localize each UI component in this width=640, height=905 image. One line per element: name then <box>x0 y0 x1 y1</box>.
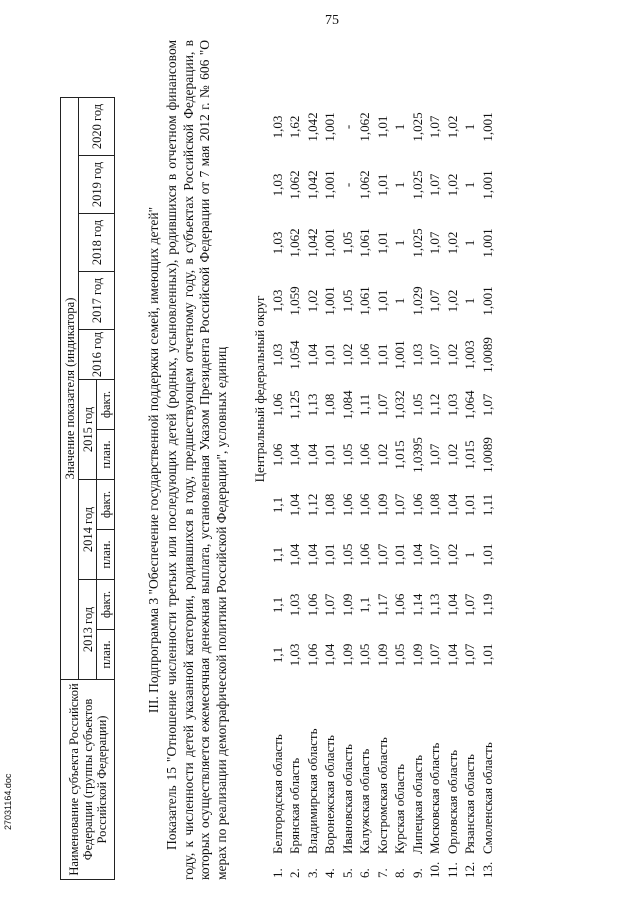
region-name: Белгородская область <box>269 734 285 854</box>
region-name: Воронежская область <box>322 735 337 854</box>
region-name: Владимирская область <box>304 728 320 854</box>
table-row <box>356 40 374 880</box>
column-header-fact: факт. <box>97 480 115 530</box>
value-cell: 1,03 <box>269 115 285 139</box>
value-cell: 1,025 <box>409 228 425 258</box>
value-cell: 1,19 <box>479 593 495 617</box>
value-cell: 1,1 <box>357 596 372 614</box>
value-cell: 1,054 <box>287 340 302 370</box>
value-cell: 1,07 <box>427 543 442 567</box>
value-cell: 1,01 <box>374 173 390 197</box>
value-cell: 1,07 <box>462 593 477 617</box>
value-cell: 1,025 <box>409 170 425 200</box>
value-cell: 1,0395 <box>409 437 425 473</box>
value-cell: 1,07 <box>374 543 390 567</box>
table-row <box>374 40 392 880</box>
column-header-fact: факт. <box>97 580 115 630</box>
table-row <box>286 40 304 880</box>
region-name: Костромская область <box>374 737 390 854</box>
value-cell: 1,07 <box>427 115 442 139</box>
value-cell: 1,06 <box>304 593 320 617</box>
value-cell: 1,05 <box>409 393 425 417</box>
value-cell: 1,04 <box>444 493 460 517</box>
column-header-2016: 2016 год <box>79 330 115 380</box>
value-cell: 1,032 <box>392 390 407 420</box>
value-cell: 1,02 <box>374 443 390 467</box>
table-row <box>444 40 462 880</box>
value-cell: 1,08 <box>427 493 442 517</box>
value-cell: 1,06 <box>339 493 355 517</box>
value-cell: 1,12 <box>427 393 442 417</box>
region-name: Орловская область <box>444 749 460 854</box>
value-cell: 1,015 <box>392 440 407 470</box>
value-cell: 1,062 <box>357 112 372 142</box>
value-cell: 1,025 <box>409 112 425 142</box>
value-cell: 1,04 <box>287 543 302 567</box>
value-cell: 1,1 <box>269 596 285 614</box>
value-cell: 1,09 <box>409 643 425 667</box>
row-number: 1. <box>269 868 285 878</box>
value-cell: 1,125 <box>287 390 302 420</box>
value-cell: 1,01 <box>322 443 337 467</box>
value-cell: 1 <box>462 239 477 247</box>
region-name: Калужская область <box>357 748 372 854</box>
value-cell: 1,04 <box>287 443 302 467</box>
value-cell: 1,061 <box>357 286 372 316</box>
row-number: 11. <box>444 862 460 878</box>
section-caption <box>146 40 230 880</box>
header-table <box>60 39 115 880</box>
value-cell: 1,1 <box>269 496 285 514</box>
value-cell: 1,17 <box>374 593 390 617</box>
row-number: 13. <box>479 861 495 878</box>
value-cell: 1,06 <box>269 443 285 467</box>
value-cell: 1,001 <box>322 112 337 142</box>
region-name: Московская область <box>427 742 442 854</box>
value-cell: 1,062 <box>287 170 302 200</box>
value-cell: 1,09 <box>339 593 355 617</box>
value-cell: 1,01 <box>322 343 337 367</box>
value-cell: 1,04 <box>409 543 425 567</box>
value-cell: 1,042 <box>304 170 320 200</box>
row-number: 5. <box>339 868 355 878</box>
region-name: Липецкая область <box>409 754 425 854</box>
table-row <box>321 40 339 880</box>
value-cell: 1,06 <box>357 493 372 517</box>
value-cell: 1 <box>392 239 407 247</box>
value-cell: 1,07 <box>392 493 407 517</box>
value-cell: 1,02 <box>444 173 460 197</box>
value-cell: 1,03 <box>444 393 460 417</box>
value-cell: 1,07 <box>374 393 390 417</box>
value-cell: 1,001 <box>322 286 337 316</box>
value-cell: 1,03 <box>287 643 302 667</box>
federal-district-heading: Центральный федеральный округ <box>252 295 267 483</box>
region-name: Рязанская область <box>462 754 477 854</box>
value-cell: 1,05 <box>339 231 355 255</box>
value-cell: 1,02 <box>444 543 460 567</box>
value-cell: 1,03 <box>409 343 425 367</box>
footer-doc-code: 27031164.doc <box>3 773 13 830</box>
value-cell: 1,02 <box>444 115 460 139</box>
value-cell: 1,001 <box>479 286 495 316</box>
column-header-2014: 2014 год <box>79 480 97 580</box>
value-cell: 1,09 <box>374 493 390 517</box>
value-cell: 1,0089 <box>479 337 495 373</box>
value-cell: 1,001 <box>479 112 495 142</box>
indicator-description: Показатель 15 "Отношение численности третьих или последующих детей (родных, усыновленных), родившихся в отчетном финансовом году, к численности детей указанной категории, родившихся в году, предшествующем отчетному году, в субъектах Российской Федерации, в которых осуществляется ежемесячная денежная выплата, установленная Указом Президента Российской Федерации от 7 мая 2012 г. № 606 "О мерах по реализации демографической политики Российской Федерации", условных единиц <box>164 40 229 880</box>
row-number: 12. <box>462 861 477 878</box>
value-cell: 1 <box>462 297 477 305</box>
value-cell: 1 <box>392 297 407 305</box>
value-cell: 1,042 <box>304 228 320 258</box>
value-cell: 1,07 <box>479 393 495 417</box>
value-cell: 1,003 <box>462 340 477 370</box>
value-cell: 1,015 <box>462 440 477 470</box>
value-cell: 1,01 <box>374 231 390 255</box>
value-cell: 1,05 <box>339 543 355 567</box>
value-cell: 1,04 <box>304 343 320 367</box>
table-row <box>426 40 444 880</box>
value-cell: 1,01 <box>479 543 495 567</box>
value-cell: 1,042 <box>304 112 320 142</box>
value-cell: 1,07 <box>427 443 442 467</box>
value-cell: 1,05 <box>357 643 372 667</box>
region-name: Брянская область <box>287 757 302 854</box>
column-header-2020: 2020 год <box>79 98 115 156</box>
column-header-2017: 2017 год <box>79 272 115 330</box>
table-row <box>409 40 427 880</box>
value-cell: 1,06 <box>392 593 407 617</box>
value-cell: 1,03 <box>287 593 302 617</box>
value-cell: 1,02 <box>444 231 460 255</box>
table-row <box>391 40 409 880</box>
value-cell: 1,001 <box>479 228 495 258</box>
value-cell: 1,07 <box>427 289 442 313</box>
rotated-page-content <box>60 40 600 880</box>
value-cell: 1,13 <box>304 393 320 417</box>
value-cell: 1,04 <box>444 643 460 667</box>
value-cell: 1,03 <box>269 173 285 197</box>
region-name: Ивановская область <box>339 744 355 854</box>
value-cell: 1,09 <box>339 643 355 667</box>
table-row <box>304 40 322 880</box>
value-cell: 1,05 <box>339 289 355 313</box>
value-cell: 1,05 <box>392 643 407 667</box>
value-cell: 1,11 <box>357 393 372 417</box>
value-cell: 1,03 <box>269 343 285 367</box>
value-cell: 1,06 <box>409 493 425 517</box>
value-cell: 1,04 <box>304 443 320 467</box>
row-number: 7. <box>374 868 390 878</box>
value-cell: 1,0089 <box>479 437 495 473</box>
region-name: Смоленская область <box>479 742 495 854</box>
page-number: 75 <box>325 13 339 28</box>
value-cell: 1,062 <box>287 228 302 258</box>
table-row <box>269 40 287 880</box>
row-number: 9. <box>409 868 425 878</box>
column-header-2019: 2019 год <box>79 156 115 214</box>
row-number: 2. <box>287 868 302 878</box>
value-cell: 1,06 <box>269 393 285 417</box>
value-cell: 1,07 <box>427 231 442 255</box>
table-row <box>479 40 497 880</box>
value-cell: 1,02 <box>304 289 320 313</box>
value-cell: 1,001 <box>479 170 495 200</box>
row-number: 10. <box>427 861 442 878</box>
row-number: 3. <box>304 868 320 878</box>
value-cell: 1 <box>462 551 477 559</box>
value-cell: 1,04 <box>287 493 302 517</box>
value-cell: 1 <box>462 123 477 131</box>
value-cell: 1,01 <box>392 543 407 567</box>
value-cell: 1,02 <box>444 289 460 313</box>
value-cell: 1,13 <box>427 593 442 617</box>
value-cell: 1,08 <box>322 393 337 417</box>
column-header-2013: 2013 год <box>79 580 97 680</box>
value-cell: 1,07 <box>322 593 337 617</box>
value-cell: - <box>339 124 355 130</box>
value-cell: 1,01 <box>322 543 337 567</box>
value-cell: 1,06 <box>357 443 372 467</box>
value-cell: - <box>339 182 355 188</box>
value-cell: 1,001 <box>322 228 337 258</box>
value-cell: 1,02 <box>444 443 460 467</box>
value-cell: 1,06 <box>304 643 320 667</box>
value-cell: 1,07 <box>427 343 442 367</box>
value-cell: 1,07 <box>427 643 442 667</box>
value-cell: 1,62 <box>287 115 302 139</box>
value-cell: 1,06 <box>357 343 372 367</box>
value-cell: 1,1 <box>269 646 285 664</box>
column-header-2018: 2018 год <box>79 214 115 272</box>
value-cell: 1,05 <box>339 443 355 467</box>
table-row <box>339 40 357 880</box>
region-name: Курская область <box>392 763 407 854</box>
value-cell: 1,04 <box>322 643 337 667</box>
column-header-indicator-value: Значение показателя (индикатора) <box>61 98 79 680</box>
value-cell: 1,01 <box>374 289 390 313</box>
value-cell: 1,07 <box>427 173 442 197</box>
value-cell: 1,059 <box>287 286 302 316</box>
value-cell: 1,04 <box>304 543 320 567</box>
column-header-subject: Наименование субъекта Российской Федерации (группы субъектов Российской Федерации) <box>61 680 115 880</box>
column-header-plan: план. <box>97 630 115 680</box>
row-number: 4. <box>322 868 337 878</box>
value-cell: 1 <box>462 181 477 189</box>
value-cell: 1,03 <box>269 231 285 255</box>
data-table <box>251 40 496 880</box>
value-cell: 1,1 <box>269 546 285 564</box>
row-number: 8. <box>392 868 407 878</box>
subprogram-title: III. Подпрограмма 3 "Обеспечение государственной поддержки семей, имеющих детей" <box>146 206 161 714</box>
value-cell: 1,07 <box>462 643 477 667</box>
value-cell: 1,01 <box>462 493 477 517</box>
value-cell: 1,084 <box>339 390 355 420</box>
value-cell: 1,062 <box>357 170 372 200</box>
value-cell: 1,11 <box>479 493 495 517</box>
table-row <box>461 40 479 880</box>
value-cell: 1,03 <box>269 289 285 313</box>
column-header-2015: 2015 год <box>79 380 97 480</box>
value-cell: 1,02 <box>339 343 355 367</box>
value-cell: 1,001 <box>322 170 337 200</box>
value-cell: 1,12 <box>304 493 320 517</box>
value-cell: 1,061 <box>357 228 372 258</box>
column-header-fact: факт. <box>97 380 115 430</box>
value-cell: 1,064 <box>462 390 477 420</box>
value-cell: 1,09 <box>374 643 390 667</box>
value-cell: 1,08 <box>322 493 337 517</box>
value-cell: 1 <box>392 181 407 189</box>
value-cell: 1,04 <box>444 593 460 617</box>
value-cell: 1 <box>392 123 407 131</box>
value-cell: 1,029 <box>409 286 425 316</box>
row-number: 6. <box>357 868 372 878</box>
column-header-plan: план. <box>97 530 115 580</box>
value-cell: 1,01 <box>374 343 390 367</box>
column-header-plan: план. <box>97 430 115 480</box>
value-cell: 1,001 <box>392 340 407 370</box>
value-cell: 1,06 <box>357 543 372 567</box>
value-cell: 1,14 <box>409 593 425 617</box>
value-cell: 1,01 <box>374 115 390 139</box>
value-cell: 1,02 <box>444 343 460 367</box>
value-cell: 1,01 <box>479 643 495 667</box>
